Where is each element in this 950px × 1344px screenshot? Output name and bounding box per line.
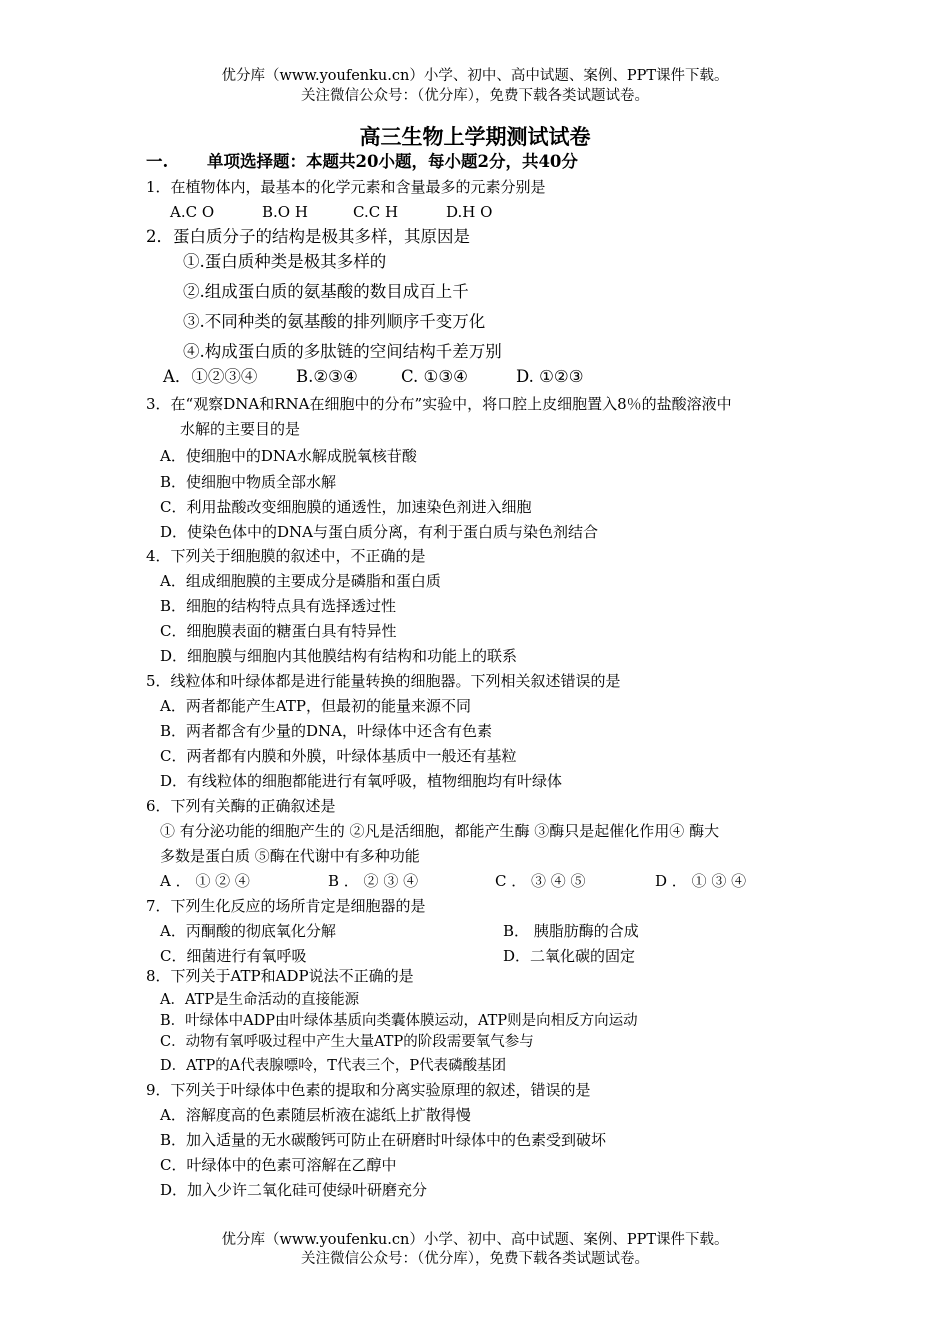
q6-option-c: C ． ③ ④ ⑤ <box>495 872 586 890</box>
q2-stem: 2．蛋白质分子的结构是极其多样，其原因是 <box>146 227 470 246</box>
q8-option-c: C．动物有氧呼吸过程中产生大量ATP的阶段需要氧气参与 <box>160 1034 534 1050</box>
q4-option-d: D．细胞膜与细胞内其他膜结构有结构和功能上的联系 <box>160 647 518 665</box>
q3-stem-line-2: 水解的主要目的是 <box>180 420 301 438</box>
q5-option-a: A．两者都能产生ATP，但最初的能量来源不同 <box>160 697 471 715</box>
q9-option-a: A．溶解度高的色素随层析液在滤纸上扩散得慢 <box>160 1106 471 1124</box>
q6-statement-line-2: 多数是蛋白质 ⑤酶在代谢中有多种功能 <box>160 847 420 865</box>
q7-option-b: B． 胰脂肪酶的合成 <box>503 922 639 940</box>
q2-item-4: ④.构成蛋白质的多肽链的空间结构千差万别 <box>183 342 502 361</box>
q2-option-d: D. ①②③ <box>516 367 584 386</box>
q4-stem: 4．下列关于细胞膜的叙述中，不正确的是 <box>146 547 426 565</box>
q2-item-1: ①.蛋白质种类是极其多样的 <box>183 252 387 271</box>
footer-line-2: 关注微信公众号：（优分库），免费下载各类试题试卷。 <box>301 1251 649 1267</box>
q7-stem: 7．下列生化反应的场所肯定是细胞器的是 <box>146 897 426 915</box>
q4-option-a: A．组成细胞膜的主要成分是磷脂和蛋白质 <box>160 572 441 590</box>
q8-option-a: A．ATP是生命活动的直接能源 <box>160 992 360 1008</box>
q1-option-a: A.C O <box>170 203 215 221</box>
q2-option-a: A．①②③④ <box>163 367 258 386</box>
q7-option-d: D．二氧化碳的固定 <box>503 947 636 965</box>
q4-option-c: C．细胞膜表面的糖蛋白具有特异性 <box>160 622 397 640</box>
q9-option-d: D．加入少许二氧化硅可使绿叶研磨充分 <box>160 1181 428 1199</box>
q3-option-c: C．利用盐酸改变细胞膜的通透性，加速染色剂进入细胞 <box>160 498 532 516</box>
q3-option-d: D．使染色体中的DNA与蛋白质分离，有利于蛋白质与染色剂结合 <box>160 523 599 541</box>
q6-stem: 6．下列有关酶的正确叙述是 <box>146 797 336 815</box>
q5-stem: 5．线粒体和叶绿体都是进行能量转换的细胞器。下列相关叙述错误的是 <box>146 672 621 690</box>
q1-option-c: C.C H <box>353 203 399 221</box>
q2-option-b: B.②③④ <box>296 367 358 386</box>
q8-option-d: D．ATP的A代表腺嘌呤，T代表三个，P代表磷酸基团 <box>160 1058 507 1074</box>
header-line-1: 优分库（www.youfenku.cn）小学、初中、高中试题、案例、PPT课件下载。 <box>221 68 729 84</box>
q5-option-c: C．两者都有内膜和外膜，叶绿体基质中一般还有基粒 <box>160 747 517 765</box>
q2-item-3: ③.不同种类的氨基酸的排列顺序千变万化 <box>183 312 486 331</box>
section-number: 一. <box>146 152 169 171</box>
q9-stem: 9．下列关于叶绿体中色素的提取和分离实验原理的叙述，错误的是 <box>146 1081 591 1099</box>
q3-option-b: B．使细胞中物质全部水解 <box>160 473 337 491</box>
q4-option-b: B．细胞的结构特点具有选择透过性 <box>160 597 397 615</box>
header-line-2: 关注微信公众号：（优分库），免费下载各类试题试卷。 <box>301 88 649 104</box>
q6-option-d: D ． ① ③ ④ <box>655 872 747 890</box>
q5-option-d: D．有线粒体的细胞都能进行有氧呼吸，植物细胞均有叶绿体 <box>160 772 563 790</box>
q1-option-d: D.H O <box>446 203 493 221</box>
q8-stem: 8．下列关于ATP和ADP说法不正确的是 <box>146 967 414 985</box>
q3-stem-line-1: 3．在“观察DNA和RNA在细胞中的分布”实验中，将口腔上皮细胞置入8％的盐酸溶液中 <box>146 395 732 413</box>
q3-option-a: A．使细胞中的DNA水解成脱氧核苷酸 <box>160 447 417 465</box>
section-heading: 单项选择题：本题共20小题，每小题2分，共40分 <box>207 152 578 171</box>
q8-option-b: B．叶绿体中ADP由叶绿体基质向类囊体膜运动，ATP则是向相反方向运动 <box>160 1013 638 1029</box>
q2-item-2: ②.组成蛋白质的氨基酸的数目成百上千 <box>183 282 469 301</box>
q7-option-a: A．丙酮酸的彻底氧化分解 <box>160 922 336 940</box>
q2-option-c: C. ①③④ <box>401 367 468 386</box>
q1-option-b: B.O H <box>262 203 308 221</box>
q5-option-b: B．两者都含有少量的DNA，叶绿体中还含有色素 <box>160 722 493 740</box>
q9-option-b: B．加入适量的无水碳酸钙可防止在研磨时叶绿体中的色素受到破坏 <box>160 1131 607 1149</box>
q7-option-c: C．细菌进行有氧呼吸 <box>160 947 307 965</box>
q6-statement-line-1: ① 有分泌功能的细胞产生的 ②凡是活细胞，都能产生酶 ③酶只是起催化作用④ 酶大 <box>160 822 720 840</box>
q9-option-c: C．叶绿体中的色素可溶解在乙醇中 <box>160 1156 397 1174</box>
footer-line-1: 优分库（www.youfenku.cn）小学、初中、高中试题、案例、PPT课件下载。 <box>221 1232 729 1248</box>
q6-option-b: B ． ② ③ ④ <box>328 872 419 890</box>
q6-option-a: A ． ① ② ④ <box>160 872 250 890</box>
q1-stem: 1．在植物体内，最基本的化学元素和含量最多的元素分别是 <box>146 178 546 196</box>
page-title: 高三生物上学期测试试卷 <box>359 124 591 149</box>
